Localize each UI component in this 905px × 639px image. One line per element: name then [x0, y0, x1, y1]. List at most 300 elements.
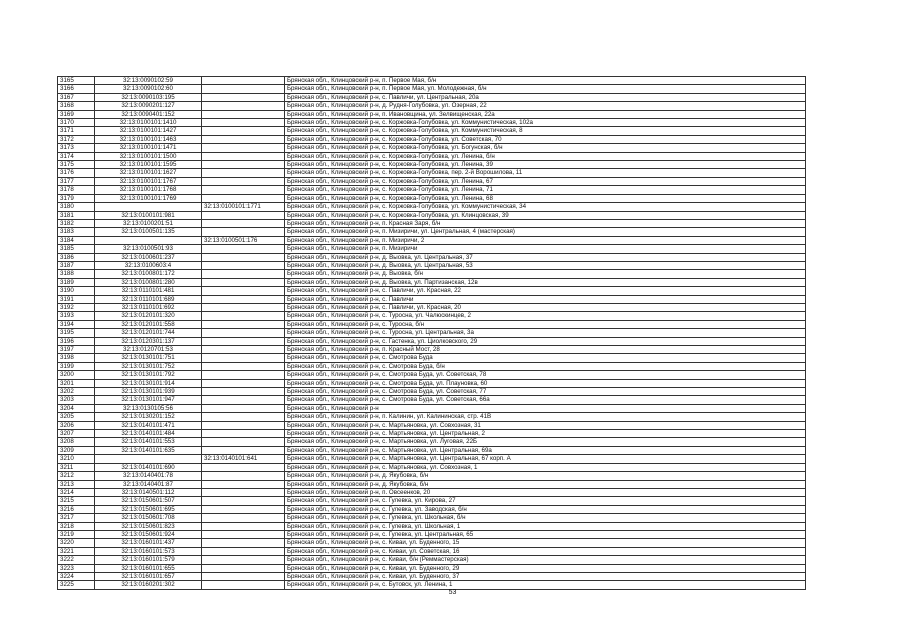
row-number-cell: 3167: [58, 93, 95, 101]
address-cell: Брянская обл., Клинцовский р-н, с. Мартьяновка, ул. Совхозная, 1: [285, 463, 806, 471]
table-row: [58, 169, 806, 177]
secondary-cadastral-cell: [202, 497, 285, 505]
table-row: [58, 161, 806, 169]
address-cell: Брянская обл., Клинцовский р-н, с. Коржовка-Голубовка, ул. Коммунистическая, 34: [285, 203, 806, 211]
table-row: [58, 497, 806, 505]
address-cell: Брянская обл., Клинцовский р-н, д. Выовка, ул. Партизанская, 12в: [285, 278, 806, 286]
cadastral-number-cell: 32:13:0160101:657: [95, 572, 202, 580]
secondary-cadastral-cell: [202, 539, 285, 547]
table-row: [58, 337, 806, 345]
table-row: [58, 514, 806, 522]
address-cell: Брянская обл., Клинцовский р-н, п. Мизиричи, 2: [285, 236, 806, 244]
cadastral-number-cell: 32:13:0090102:59: [95, 77, 202, 85]
table-row: [58, 362, 806, 370]
address-cell: Брянская обл., Клинцовский р-н, с. Коржовка-Голубовка, ул. Советская, 70: [285, 135, 806, 143]
address-cell: Брянская обл., Клинцовский р-н, с. Мартьяновка, ул. Центральная, 69а: [285, 446, 806, 454]
cadastral-number-cell: 32:13:0140101:484: [95, 430, 202, 438]
row-number-cell: 3214: [58, 488, 95, 496]
row-number-cell: 3208: [58, 438, 95, 446]
row-number-cell: 3175: [58, 161, 95, 169]
address-cell: Брянская обл., Клинцовский р-н, с. Коржовка-Голубовка, ул. Ленина, 67: [285, 177, 806, 185]
address-cell: Брянская обл., Клинцовский р-н, с. Коржовка-Голубовка, ул. Ленина, 68: [285, 194, 806, 202]
address-cell: Брянская обл., Клинцовский р-н, п. Мизиричи: [285, 245, 806, 253]
row-number-cell: 3165: [58, 77, 95, 85]
secondary-cadastral-cell: [202, 245, 285, 253]
table-row: [58, 102, 806, 110]
secondary-cadastral-cell: [202, 354, 285, 362]
row-number-cell: 3169: [58, 110, 95, 118]
cadastral-number-cell: 32:13:0100201:51: [95, 219, 202, 227]
table-row: [58, 463, 806, 471]
row-number-cell: 3187: [58, 261, 95, 269]
cadastral-number-cell: 32:13:0100101:1627: [95, 169, 202, 177]
table-row: [58, 547, 806, 555]
address-cell: Брянская обл., Клинцовский р-н, с. Киваи, ул. Буденного, 37: [285, 572, 806, 580]
address-cell: Брянская обл., Клинцовский р-н, с. Коржовка-Голубовка, ул. Коммунистическая, 8: [285, 127, 806, 135]
address-cell: Брянская обл., Клинцовский р-н, с. Киваи, ул. Буденного, 15: [285, 539, 806, 547]
address-cell: Брянская обл., Клинцовский р-н, с. Коржовка-Голубовка, ул. Богунская, б/н: [285, 144, 806, 152]
address-cell: Брянская обл., Клинцовский р-н, д. Выовка, б/н: [285, 270, 806, 278]
table-row: [58, 564, 806, 572]
row-number-cell: 3204: [58, 404, 95, 412]
row-number-cell: 3183: [58, 228, 95, 236]
secondary-cadastral-cell: [202, 161, 285, 169]
row-number-cell: 3194: [58, 320, 95, 328]
secondary-cadastral-cell: [202, 488, 285, 496]
table-row: [58, 396, 806, 404]
cadastral-number-cell: [95, 236, 202, 244]
secondary-cadastral-cell: [202, 572, 285, 580]
table-row: [58, 303, 806, 311]
table-row: [58, 404, 806, 412]
cadastral-number-cell: 32:13:0100603:4: [95, 261, 202, 269]
row-number-cell: 3166: [58, 85, 95, 93]
secondary-cadastral-cell: [202, 388, 285, 396]
address-cell: Брянская обл., Клинцовский р-н, с. Мартьяновка, ул. Центральная, 2: [285, 430, 806, 438]
cadastral-number-cell: 32:13:0090102:60: [95, 85, 202, 93]
row-number-cell: 3196: [58, 337, 95, 345]
secondary-cadastral-cell: [202, 194, 285, 202]
secondary-cadastral-cell: [202, 379, 285, 387]
address-cell: Брянская обл., Клинцовский р-н, с. Туросна, ул. Центральная, 3а: [285, 329, 806, 337]
cadastral-number-cell: 32:13:0100101:981: [95, 211, 202, 219]
cadastral-number-cell: 32:13:0100101:1463: [95, 135, 202, 143]
address-cell: Брянская обл., Клинцовский р-н, с. Коржовка-Голубовка, ул. Клинцовская, 39: [285, 211, 806, 219]
cadastral-number-cell: 32:13:0090103:195: [95, 93, 202, 101]
table-row: [58, 413, 806, 421]
table-row: [58, 446, 806, 454]
table-row: [58, 530, 806, 538]
row-number-cell: 3176: [58, 169, 95, 177]
address-cell: Брянская обл., Клинцовский р-н, с. Павличи: [285, 295, 806, 303]
secondary-cadastral-cell: [202, 261, 285, 269]
row-number-cell: 3184: [58, 236, 95, 244]
secondary-cadastral-cell: [202, 287, 285, 295]
table-row: [58, 522, 806, 530]
row-number-cell: 3201: [58, 379, 95, 387]
row-number-cell: 3223: [58, 564, 95, 572]
address-cell: Брянская обл., Клинцовский р-н, с. Гулевка, ул. Заводская, б/н: [285, 505, 806, 513]
address-cell: Брянская обл., Клинцовский р-н, с. Павличи, ул. Красная, 22: [285, 287, 806, 295]
secondary-cadastral-cell: [202, 278, 285, 286]
table-row: [58, 480, 806, 488]
row-number-cell: 3179: [58, 194, 95, 202]
cadastral-number-cell: 32:13:0130201:152: [95, 413, 202, 421]
address-cell: Брянская обл., Клинцовский р-н: [285, 404, 806, 412]
secondary-cadastral-cell: [202, 177, 285, 185]
table-row: [58, 77, 806, 85]
secondary-cadastral-cell: [202, 169, 285, 177]
table-row: [58, 186, 806, 194]
row-number-cell: 3205: [58, 413, 95, 421]
row-number-cell: 3185: [58, 245, 95, 253]
cadastral-number-cell: 32:13:0100101:1769: [95, 194, 202, 202]
cadastral-number-cell: [95, 203, 202, 211]
address-cell: Брянская обл., Клинцовский р-н, п. Калинин, ул. Калининская, стр. 41В: [285, 413, 806, 421]
row-number-cell: 3222: [58, 556, 95, 564]
cadastral-number-cell: 32:13:0100101:1767: [95, 177, 202, 185]
address-cell: Брянская обл., Клинцовский р-н, с. Коржовка-Голубовка, пер. 2-й Ворошилова, 11: [285, 169, 806, 177]
cadastral-number-cell: 32:13:0160101:655: [95, 564, 202, 572]
secondary-cadastral-cell: [202, 480, 285, 488]
cadastral-number-cell: 32:13:0110101:481: [95, 287, 202, 295]
cadastral-number-cell: 32:13:0120101:744: [95, 329, 202, 337]
cadastral-number-cell: 32:13:0130101:752: [95, 362, 202, 370]
cadastral-number-cell: 32:13:0140101:471: [95, 421, 202, 429]
secondary-cadastral-cell: [202, 135, 285, 143]
secondary-cadastral-cell: [202, 295, 285, 303]
row-number-cell: 3220: [58, 539, 95, 547]
address-cell: Брянская обл., Клинцовский р-н, п. Красный Мост, 28: [285, 346, 806, 354]
row-number-cell: 3178: [58, 186, 95, 194]
cadastral-number-cell: 32:13:0120701:53: [95, 346, 202, 354]
table-row: [58, 329, 806, 337]
cadastral-number-cell: 32:13:0130101:939: [95, 388, 202, 396]
row-number-cell: 3219: [58, 530, 95, 538]
row-number-cell: 3207: [58, 430, 95, 438]
cadastral-number-cell: 32:13:0130105:56: [95, 404, 202, 412]
row-number-cell: 3216: [58, 505, 95, 513]
row-number-cell: 3206: [58, 421, 95, 429]
cadastral-number-cell: 32:13:0100101:1410: [95, 119, 202, 127]
secondary-cadastral-cell: [202, 430, 285, 438]
row-number-cell: 3173: [58, 144, 95, 152]
address-cell: Брянская обл., Клинцовский р-н, с. Смотрова Буда, ул. Советская, 78: [285, 371, 806, 379]
row-number-cell: 3199: [58, 362, 95, 370]
cadastral-number-cell: 32:13:0150601:507: [95, 497, 202, 505]
address-cell: Брянская обл., Клинцовский р-н, п. Первое Мая, ул. Молодежная, б/н: [285, 85, 806, 93]
secondary-cadastral-cell: [202, 119, 285, 127]
address-cell: Брянская обл., Клинцовский р-н, с. Туросна, ул. Чалюскинцев, 2: [285, 312, 806, 320]
row-number-cell: 3215: [58, 497, 95, 505]
secondary-cadastral-cell: [202, 446, 285, 454]
row-number-cell: 3171: [58, 127, 95, 135]
secondary-cadastral-cell: 32:13:0100101:1771: [202, 203, 285, 211]
address-cell: Брянская обл., Клинцовский р-н, с. Павличи, ул. Центральная, 20а: [285, 93, 806, 101]
address-cell: Брянская обл., Клинцовский р-н, с. Гастенка, ул. Циолковского, 29: [285, 337, 806, 345]
address-cell: Брянская обл., Клинцовский р-н, с. Коржовка-Голубовка, ул. Ленина, 71: [285, 186, 806, 194]
table-row: [58, 572, 806, 580]
secondary-cadastral-cell: [202, 303, 285, 311]
row-number-cell: 3212: [58, 472, 95, 480]
table-row: [58, 371, 806, 379]
table-row: [58, 253, 806, 261]
secondary-cadastral-cell: [202, 270, 285, 278]
row-number-cell: 3192: [58, 303, 95, 311]
table-row: [58, 119, 806, 127]
table-row: [58, 421, 806, 429]
secondary-cadastral-cell: 32:13:0140101:641: [202, 455, 285, 463]
row-number-cell: 3182: [58, 219, 95, 227]
table-row: [58, 388, 806, 396]
row-number-cell: 3180: [58, 203, 95, 211]
secondary-cadastral-cell: [202, 337, 285, 345]
address-cell: Брянская обл., Клинцовский р-н, с. Мартьяновка, ул. Центральная, 67 корп. А: [285, 455, 806, 463]
cadastral-number-cell: 32:13:0090401:152: [95, 110, 202, 118]
table-row: [58, 379, 806, 387]
address-cell: Брянская обл., Клинцовский р-н, п. Первое Мая, б/н: [285, 77, 806, 85]
address-cell: Брянская обл., Клинцовский р-н, п. Ивановщина, ул. Зелвищенская, 22а: [285, 110, 806, 118]
cadastral-number-cell: 32:13:0100501:93: [95, 245, 202, 253]
cadastral-number-cell: 32:13:0100501:135: [95, 228, 202, 236]
address-cell: Брянская обл., Клинцовский р-н, с. Смотрова Буда, б/н: [285, 362, 806, 370]
table-row: [58, 85, 806, 93]
row-number-cell: 3221: [58, 547, 95, 555]
address-cell: Брянская обл., Клинцовский р-н, с. Киваи, ул. Советская, 16: [285, 547, 806, 555]
table-row: [58, 472, 806, 480]
table-row: [58, 127, 806, 135]
address-cell: Брянская обл., Клинцовский р-н, п. Красная Заря, б/н: [285, 219, 806, 227]
table-row: [58, 556, 806, 564]
table-row: [58, 488, 806, 496]
row-number-cell: 3198: [58, 354, 95, 362]
row-number-cell: 3189: [58, 278, 95, 286]
cadastral-number-cell: 32:13:0100101:1500: [95, 152, 202, 160]
row-number-cell: 3170: [58, 119, 95, 127]
secondary-cadastral-cell: [202, 102, 285, 110]
cadastral-number-cell: 32:13:0140101:690: [95, 463, 202, 471]
row-number-cell: 3210: [58, 455, 95, 463]
secondary-cadastral-cell: [202, 77, 285, 85]
address-cell: Брянская обл., Клинцовский р-н, с. Мартьяновка, ул. Луговая, 22Б: [285, 438, 806, 446]
cadastral-number-cell: 32:13:0150601:924: [95, 530, 202, 538]
address-cell: Брянская обл., Клинцовский р-н, с. Киваи, ул. Буденного, 29: [285, 564, 806, 572]
cadastral-number-cell: 32:13:0130101:751: [95, 354, 202, 362]
registry-table: [57, 76, 806, 590]
table-row: [58, 194, 806, 202]
address-cell: Брянская обл., Клинцовский р-н, п. Мизиричи, ул. Центральная, 4 (мастерская): [285, 228, 806, 236]
row-number-cell: 3209: [58, 446, 95, 454]
cadastral-number-cell: 32:13:0130101:792: [95, 371, 202, 379]
address-cell: Брянская обл., Клинцовский р-н, с. Коржовка-Голубовка, ул. Ленина, 39: [285, 161, 806, 169]
address-cell: Брянская обл., Клинцовский р-н, д. Рудня-Голубовка, ул. Озерная, 22: [285, 102, 806, 110]
secondary-cadastral-cell: [202, 186, 285, 194]
table-row: [58, 312, 806, 320]
cadastral-number-cell: 32:13:0120301:137: [95, 337, 202, 345]
cadastral-number-cell: 32:13:0140401:78: [95, 472, 202, 480]
table-row: [58, 177, 806, 185]
address-cell: Брянская обл., Клинцовский р-н, п. Овсеенков, 20: [285, 488, 806, 496]
row-number-cell: 3211: [58, 463, 95, 471]
table-row: [58, 320, 806, 328]
secondary-cadastral-cell: [202, 85, 285, 93]
table-row: [58, 346, 806, 354]
address-cell: Брянская обл., Клинцовский р-н, с. Гулевка, ул. Школьная, 1: [285, 522, 806, 530]
table-row: [58, 430, 806, 438]
cadastral-number-cell: [95, 455, 202, 463]
cadastral-number-cell: 32:13:0100101:1595: [95, 161, 202, 169]
cadastral-number-cell: 32:13:0140401:87: [95, 480, 202, 488]
secondary-cadastral-cell: [202, 320, 285, 328]
row-number-cell: 3191: [58, 295, 95, 303]
row-number-cell: 3193: [58, 312, 95, 320]
address-cell: Брянская обл., Клинцовский р-н, с. Павличи, ул. Красная, 20: [285, 303, 806, 311]
row-number-cell: 3218: [58, 522, 95, 530]
cadastral-number-cell: 32:13:0150601:823: [95, 522, 202, 530]
row-number-cell: 3203: [58, 396, 95, 404]
address-cell: Брянская обл., Клинцовский р-н, с. Смотрова Буда, ул. Советская, 77: [285, 388, 806, 396]
address-cell: Брянская обл., Клинцовский р-н, с. Мартьяновка, ул. Совхозная, 31: [285, 421, 806, 429]
cadastral-number-cell: 32:13:0100801:172: [95, 270, 202, 278]
address-cell: Брянская обл., Клинцовский р-н, с. Бутовск, ул. Ленина, 1: [285, 581, 806, 589]
secondary-cadastral-cell: [202, 514, 285, 522]
row-number-cell: 3168: [58, 102, 95, 110]
table-row: [58, 144, 806, 152]
cadastral-number-cell: 32:13:0160201:302: [95, 581, 202, 589]
cadastral-number-cell: 32:13:0160101:437: [95, 539, 202, 547]
cadastral-number-cell: 32:13:0150601:708: [95, 514, 202, 522]
secondary-cadastral-cell: 32:13:0100501:176: [202, 236, 285, 244]
address-cell: Брянская обл., Клинцовский р-н, с. Смотрова Буда: [285, 354, 806, 362]
row-number-cell: 3181: [58, 211, 95, 219]
row-number-cell: 3188: [58, 270, 95, 278]
address-cell: Брянская обл., Клинцовский р-н, с. Коржовка-Голубовка, ул. Ленина, б/н: [285, 152, 806, 160]
cadastral-number-cell: 32:13:0120101:558: [95, 320, 202, 328]
address-cell: Брянская обл., Клинцовский р-н, с. Гулевка, ул. Школьная, б/н: [285, 514, 806, 522]
secondary-cadastral-cell: [202, 404, 285, 412]
cadastral-number-cell: 32:13:0130101:914: [95, 379, 202, 387]
table-row: [58, 211, 806, 219]
cadastral-number-cell: 32:13:0100601:237: [95, 253, 202, 261]
secondary-cadastral-cell: [202, 152, 285, 160]
address-cell: Брянская обл., Клинцовский р-н, с. Гулевка, ул. Центральная, 65: [285, 530, 806, 538]
table-row: [58, 135, 806, 143]
secondary-cadastral-cell: [202, 547, 285, 555]
table-row: [58, 455, 806, 463]
secondary-cadastral-cell: [202, 396, 285, 404]
table-row: [58, 438, 806, 446]
table-row: [58, 295, 806, 303]
table-row: [58, 203, 806, 211]
row-number-cell: 3177: [58, 177, 95, 185]
address-cell: Брянская обл., Клинцовский р-н, с. Смотрова Буда, ул. Советская, 66а: [285, 396, 806, 404]
cadastral-number-cell: 32:13:0140501:112: [95, 488, 202, 496]
cadastral-number-cell: 32:13:0130101:947: [95, 396, 202, 404]
secondary-cadastral-cell: [202, 564, 285, 572]
table-row: [58, 278, 806, 286]
address-cell: Брянская обл., Клинцовский р-н, с. Киваи, б/н (Реммастерская): [285, 556, 806, 564]
row-number-cell: 3197: [58, 346, 95, 354]
secondary-cadastral-cell: [202, 312, 285, 320]
cadastral-number-cell: 32:13:0140101:635: [95, 446, 202, 454]
registry-table-body: [58, 77, 806, 590]
secondary-cadastral-cell: [202, 219, 285, 227]
address-cell: Брянская обл., Клинцовский р-н, с. Гулевка, ул. Кирова, 27: [285, 497, 806, 505]
row-number-cell: 3195: [58, 329, 95, 337]
secondary-cadastral-cell: [202, 463, 285, 471]
table-row: [58, 287, 806, 295]
secondary-cadastral-cell: [202, 556, 285, 564]
secondary-cadastral-cell: [202, 472, 285, 480]
secondary-cadastral-cell: [202, 329, 285, 337]
table-row: [58, 354, 806, 362]
table-row: [58, 93, 806, 101]
table-row: [58, 270, 806, 278]
cadastral-number-cell: 32:13:0100801:280: [95, 278, 202, 286]
secondary-cadastral-cell: [202, 371, 285, 379]
secondary-cadastral-cell: [202, 438, 285, 446]
secondary-cadastral-cell: [202, 522, 285, 530]
table-row: [58, 245, 806, 253]
row-number-cell: 3174: [58, 152, 95, 160]
row-number-cell: 3200: [58, 371, 95, 379]
secondary-cadastral-cell: [202, 253, 285, 261]
cadastral-number-cell: 32:13:0090201:127: [95, 102, 202, 110]
secondary-cadastral-cell: [202, 362, 285, 370]
row-number-cell: 3213: [58, 480, 95, 488]
address-cell: Брянская обл., Клинцовский р-н, с. Туросна, б/н: [285, 320, 806, 328]
row-number-cell: 3217: [58, 514, 95, 522]
cadastral-number-cell: 32:13:0160101:573: [95, 547, 202, 555]
page-number: 53: [448, 589, 457, 596]
secondary-cadastral-cell: [202, 144, 285, 152]
secondary-cadastral-cell: [202, 93, 285, 101]
cadastral-number-cell: 32:13:0140101:553: [95, 438, 202, 446]
secondary-cadastral-cell: [202, 530, 285, 538]
address-cell: Брянская обл., Клинцовский р-н, д. Якубовка, б/н: [285, 480, 806, 488]
cadastral-number-cell: 32:13:0110101:689: [95, 295, 202, 303]
secondary-cadastral-cell: [202, 211, 285, 219]
row-number-cell: 3202: [58, 388, 95, 396]
secondary-cadastral-cell: [202, 110, 285, 118]
table-row: [58, 219, 806, 227]
table-row: [58, 228, 806, 236]
address-cell: Брянская обл., Клинцовский р-н, с. Смотрова Буда, ул. Плауновка, 60: [285, 379, 806, 387]
row-number-cell: 3224: [58, 572, 95, 580]
secondary-cadastral-cell: [202, 505, 285, 513]
secondary-cadastral-cell: [202, 346, 285, 354]
table-row: [58, 261, 806, 269]
table-row: [58, 152, 806, 160]
secondary-cadastral-cell: [202, 413, 285, 421]
row-number-cell: 3186: [58, 253, 95, 261]
address-cell: Брянская обл., Клинцовский р-н, д. Выовка, ул. Центральная, 37: [285, 253, 806, 261]
address-cell: Брянская обл., Клинцовский р-н, д. Выовка, ул. Центральная, 53: [285, 261, 806, 269]
cadastral-number-cell: 32:13:0100101:1427: [95, 127, 202, 135]
table-row: [58, 539, 806, 547]
table-row: [58, 505, 806, 513]
cadastral-number-cell: 32:13:0100101:1768: [95, 186, 202, 194]
secondary-cadastral-cell: [202, 228, 285, 236]
secondary-cadastral-cell: [202, 127, 285, 135]
table-row: [58, 110, 806, 118]
secondary-cadastral-cell: [202, 421, 285, 429]
row-number-cell: 3172: [58, 135, 95, 143]
row-number-cell: 3225: [58, 581, 95, 589]
address-cell: Брянская обл., Клинцовский р-н, с. Коржовка-Голубовка, ул. Коммунистическая, 102а: [285, 119, 806, 127]
cadastral-number-cell: 32:13:0120101:320: [95, 312, 202, 320]
table-row: [58, 236, 806, 244]
